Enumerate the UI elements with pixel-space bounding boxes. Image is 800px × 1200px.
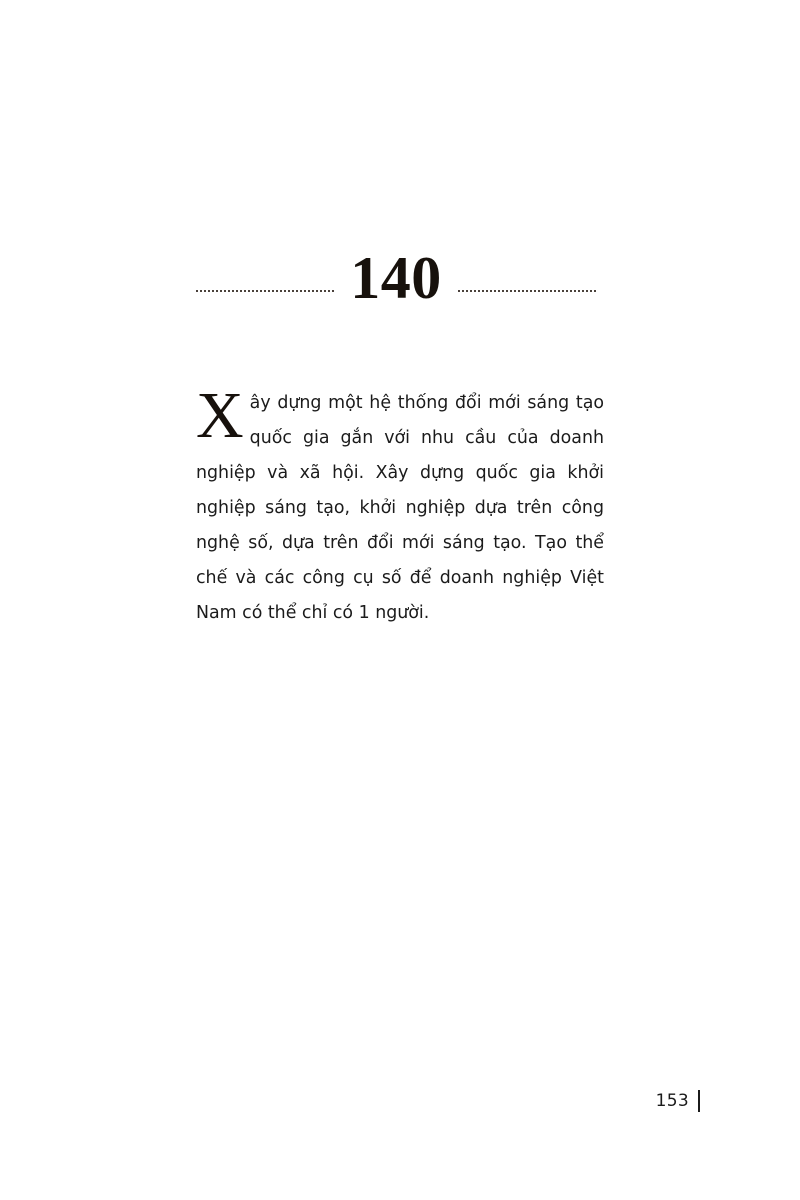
page-footer (656, 1090, 700, 1112)
chapter-number: 140 (350, 245, 442, 311)
decorative-rule-right (458, 290, 596, 292)
body-paragraph: Xây dựng một hệ thống đổi mới sáng tạo quốc gia gắn với nhu cầu của doanh nghiệp và xã hội. Xây dựng quốc gia khởi nghiệp sáng tạo, khởi nghiệp dựa trên công nghệ số, dựa trên đổi mới sáng tạo. Tạo thể chế và các công cụ số để doanh nghiệp Việt Nam có thể chỉ có 1 người. (196, 379, 604, 623)
body-block (196, 379, 604, 631)
decorative-rule-left (196, 290, 334, 292)
footer-rule-icon (698, 1090, 700, 1112)
chapter-header (196, 238, 596, 318)
page-number: 153 (655, 1091, 689, 1111)
